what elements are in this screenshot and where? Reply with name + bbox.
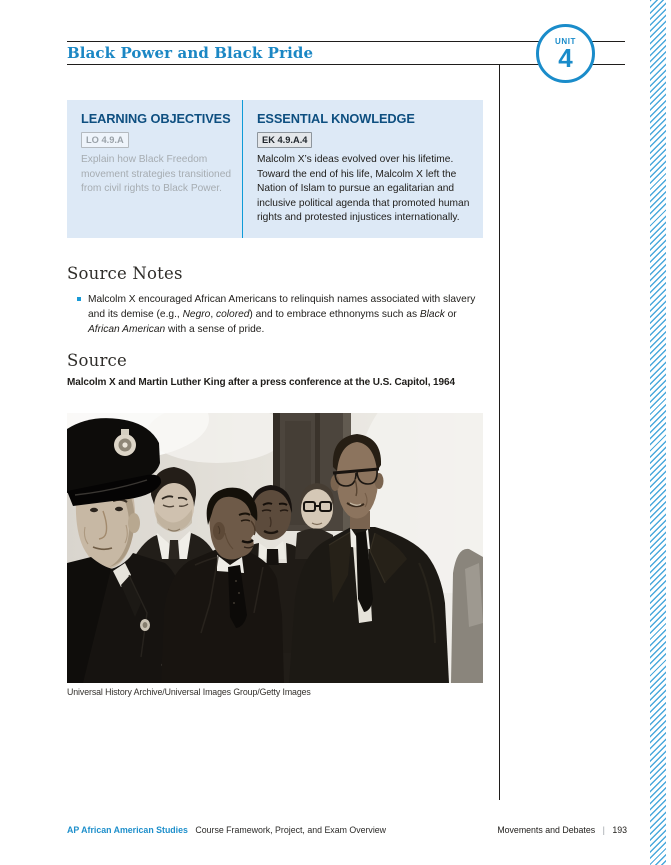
footer-subtitle: Course Framework, Project, and Exam Overview [195,825,387,835]
footer-brand: AP African American Studies [67,825,188,835]
source-photo [67,413,483,683]
photo-credit: Universal History Archive/Universal Images Group/Getty Images [67,687,311,697]
note-segment: with a sense of pride. [165,324,265,335]
note-segment: or [444,309,457,320]
learning-objective-text: Explain how Black Freedom movement strategies transitioned from civil rights to Black Power. [81,154,232,195]
source-note-item [77,292,481,337]
learning-objectives-column [67,100,242,238]
source-heading: Source [67,351,127,370]
note-segment-italic: Black [419,309,445,320]
note-segment-italic: colored [216,309,250,320]
essential-knowledge-text: Malcolm X’s ideas evolved over his lifetime. Toward the end of his life, Malcolm X left the Nation of Islam to pursue an egalitarian and inclusive political agenda that promoted human rights and protested injustices internationally. [257,154,470,224]
photo-caption: Malcolm X and Martin Luther King after a press conference at the U.S. Capitol, 1964 [67,377,455,388]
note-segment: Malcolm X encouraged African Americans to relinquish names associated with slavery and its demise (e.g., [88,294,476,320]
note-segment-italic: Negro [182,309,211,320]
source-notes-heading: Source Notes [67,264,183,283]
unit-badge-label: UNIT [554,37,577,46]
note-segment: , [210,309,216,320]
ek-code-tag: EK 4.9.A.4 [257,132,312,148]
essential-knowledge-heading: ESSENTIAL KNOWLEDGE [257,111,415,126]
page-title: Black Power and Black Pride [67,44,314,62]
objectives-box [67,100,483,238]
unit-badge-number: 4 [558,43,573,73]
footer-page-number: 193 [612,825,627,835]
essential-knowledge-column [243,100,483,238]
unit-badge [536,24,595,83]
note-segment: ) and to embrace ethnonyms such as [249,309,420,320]
footer-separator: | [602,825,605,835]
lo-code-tag: LO 4.9.A [81,132,129,148]
learning-objectives-heading: LEARNING OBJECTIVES [81,111,231,126]
footer-right [497,825,627,835]
stripe-pattern [650,0,666,865]
footer-section: Movements and Debates [497,825,596,835]
vertical-rule [499,64,500,800]
footer-left [67,825,386,835]
source-note-text [88,292,481,337]
bullet-square-icon [77,297,81,301]
note-segment-italic: African American [88,324,166,335]
